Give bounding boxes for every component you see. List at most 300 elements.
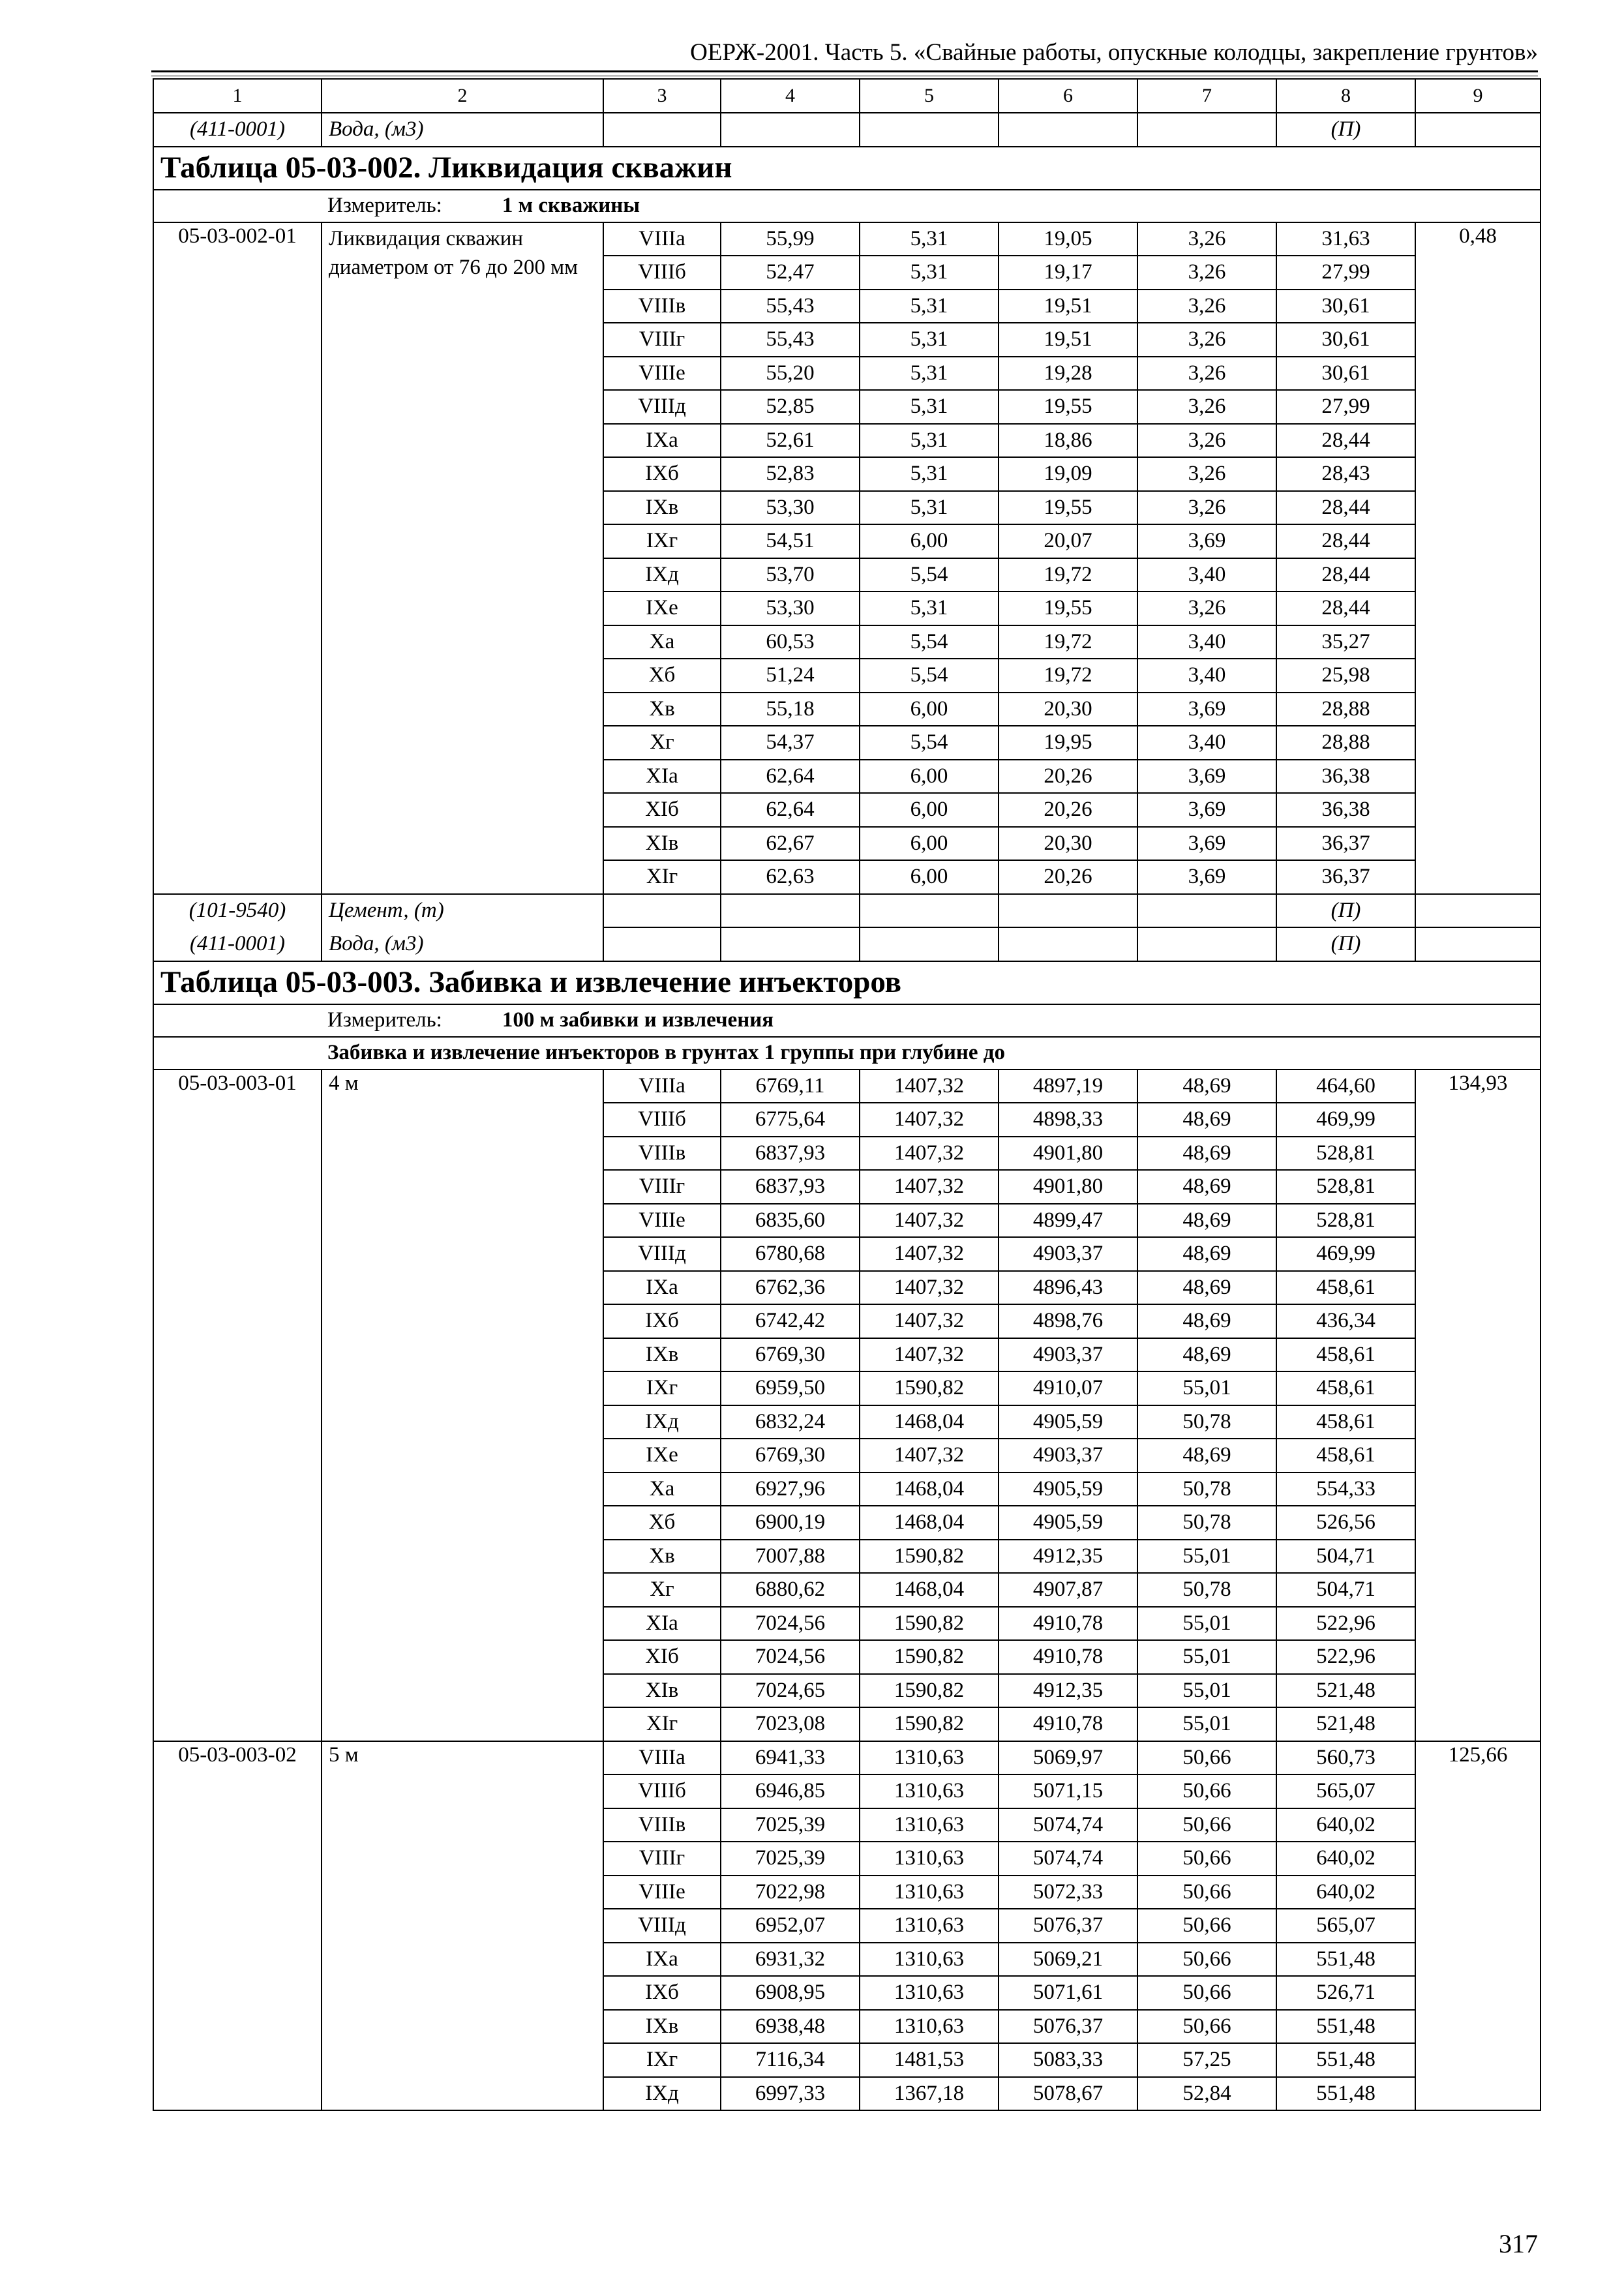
table-title: Таблица 05-03-002. Ликвидация скважин xyxy=(153,147,1541,190)
zone: XIг xyxy=(603,1707,721,1741)
measure-value: 100 м забивки и извлечения xyxy=(502,1008,774,1032)
rate-row xyxy=(153,222,1541,256)
materials: 504,71 xyxy=(1276,1540,1415,1574)
materials: 560,73 xyxy=(1276,1741,1415,1775)
zone: VIIIе xyxy=(603,357,721,391)
machine-costs: 19,55 xyxy=(999,491,1137,525)
materials: 554,33 xyxy=(1276,1473,1415,1506)
materials: 469,99 xyxy=(1276,1237,1415,1271)
direct-costs: 6997,33 xyxy=(721,2077,860,2111)
rates-table xyxy=(153,78,1541,2111)
materials: 469,99 xyxy=(1276,1103,1415,1137)
zone: IXв xyxy=(603,2010,721,2044)
zone: IXа xyxy=(603,1271,721,1305)
machinist-wages: 48,69 xyxy=(1137,1439,1276,1473)
materials: 565,07 xyxy=(1276,1909,1415,1943)
machinist-wages: 50,78 xyxy=(1137,1473,1276,1506)
machine-costs: 20,30 xyxy=(999,693,1137,726)
materials: 640,02 xyxy=(1276,1876,1415,1909)
direct-costs: 6769,11 xyxy=(721,1070,860,1103)
direct-costs: 7024,56 xyxy=(721,1607,860,1641)
zone: IXе xyxy=(603,591,721,625)
materials: 640,02 xyxy=(1276,1808,1415,1842)
column-number-3: 3 xyxy=(603,79,721,113)
materials: 458,61 xyxy=(1276,1271,1415,1305)
rate-row xyxy=(153,1070,1541,1103)
direct-costs: 52,47 xyxy=(721,256,860,290)
measure-value: 1 м скважины xyxy=(502,194,640,217)
materials: 36,37 xyxy=(1276,827,1415,861)
direct-costs: 6880,62 xyxy=(721,1573,860,1607)
machinist-wages: 3,40 xyxy=(1137,625,1276,659)
zone: VIIIе xyxy=(603,1204,721,1238)
machine-costs: 4905,59 xyxy=(999,1506,1137,1540)
empty-cell xyxy=(860,894,999,928)
direct-costs: 53,30 xyxy=(721,491,860,525)
zone: IXд xyxy=(603,2077,721,2111)
machinist-wages: 48,69 xyxy=(1137,1103,1276,1137)
machinist-wages: 3,26 xyxy=(1137,591,1276,625)
zone: VIIIе xyxy=(603,1876,721,1909)
machinist-wages: 55,01 xyxy=(1137,1674,1276,1708)
rate-code: 05-03-002-01 xyxy=(153,222,322,894)
zone: XIб xyxy=(603,1640,721,1674)
materials: 551,48 xyxy=(1276,2077,1415,2111)
wages: 1310,63 xyxy=(860,1842,999,1876)
empty-cell xyxy=(721,927,860,961)
machinist-wages: 50,66 xyxy=(1137,1943,1276,1977)
materials: 27,99 xyxy=(1276,390,1415,424)
measure-cell xyxy=(153,190,1541,222)
machine-costs: 20,26 xyxy=(999,793,1137,827)
wages: 5,31 xyxy=(860,390,999,424)
machine-costs: 4912,35 xyxy=(999,1540,1137,1574)
machine-costs: 4905,59 xyxy=(999,1473,1137,1506)
machine-costs: 19,72 xyxy=(999,625,1137,659)
machine-costs: 5076,37 xyxy=(999,2010,1137,2044)
machinist-wages: 3,40 xyxy=(1137,659,1276,693)
measure-row xyxy=(153,1004,1541,1037)
machine-costs: 4910,07 xyxy=(999,1371,1137,1405)
zone: VIIIв xyxy=(603,1137,721,1171)
wages: 5,31 xyxy=(860,424,999,458)
zone: XIв xyxy=(603,1674,721,1708)
direct-costs: 55,43 xyxy=(721,290,860,323)
zone: Xг xyxy=(603,1573,721,1607)
machine-costs: 4901,80 xyxy=(999,1170,1137,1204)
machinist-wages: 52,84 xyxy=(1137,2077,1276,2111)
machinist-wages: 50,66 xyxy=(1137,1741,1276,1775)
wages: 1590,82 xyxy=(860,1674,999,1708)
direct-costs: 53,30 xyxy=(721,591,860,625)
machinist-wages: 48,69 xyxy=(1137,1070,1276,1103)
wages: 1407,32 xyxy=(860,1271,999,1305)
empty-cell xyxy=(860,927,999,961)
wages: 5,31 xyxy=(860,591,999,625)
resource-col8: (П) xyxy=(1276,927,1415,961)
zone: VIIIб xyxy=(603,256,721,290)
direct-costs: 6769,30 xyxy=(721,1338,860,1372)
column-number-5: 5 xyxy=(860,79,999,113)
wages: 1407,32 xyxy=(860,1439,999,1473)
zone: XIв xyxy=(603,827,721,861)
wages: 1310,63 xyxy=(860,1943,999,1977)
zone: IXб xyxy=(603,1304,721,1338)
zone: VIIIв xyxy=(603,1808,721,1842)
empty-cell xyxy=(1137,113,1276,147)
direct-costs: 6959,50 xyxy=(721,1371,860,1405)
zone: VIIIд xyxy=(603,1909,721,1943)
materials: 28,88 xyxy=(1276,693,1415,726)
materials: 528,81 xyxy=(1276,1137,1415,1171)
materials: 36,38 xyxy=(1276,760,1415,794)
wages: 5,31 xyxy=(860,256,999,290)
column-number-4: 4 xyxy=(721,79,860,113)
zone: VIIIа xyxy=(603,222,721,256)
zone: Xб xyxy=(603,1506,721,1540)
machine-costs: 5069,97 xyxy=(999,1741,1137,1775)
wages: 1367,18 xyxy=(860,2077,999,2111)
machine-costs: 5083,33 xyxy=(999,2043,1137,2077)
machinist-wages: 3,40 xyxy=(1137,726,1276,760)
subtitle-row xyxy=(153,1037,1541,1070)
machinist-wages: 3,26 xyxy=(1137,457,1276,491)
machine-costs: 4905,59 xyxy=(999,1405,1137,1439)
machine-costs: 20,26 xyxy=(999,860,1137,894)
wages: 1310,63 xyxy=(860,1976,999,2010)
machinist-wages: 48,69 xyxy=(1137,1170,1276,1204)
materials: 30,61 xyxy=(1276,357,1415,391)
machinist-wages: 48,69 xyxy=(1137,1338,1276,1372)
machinist-wages: 3,26 xyxy=(1137,390,1276,424)
machine-costs: 4903,37 xyxy=(999,1338,1137,1372)
machinist-wages: 48,69 xyxy=(1137,1137,1276,1171)
wages: 1590,82 xyxy=(860,1540,999,1574)
machinist-wages: 57,25 xyxy=(1137,2043,1276,2077)
wages: 1468,04 xyxy=(860,1573,999,1607)
zone: Xа xyxy=(603,625,721,659)
wages: 1407,32 xyxy=(860,1204,999,1238)
empty-cell xyxy=(1137,894,1276,928)
materials: 30,61 xyxy=(1276,323,1415,357)
machine-costs: 4898,76 xyxy=(999,1304,1137,1338)
materials: 28,44 xyxy=(1276,591,1415,625)
zone: XIг xyxy=(603,860,721,894)
materials: 36,37 xyxy=(1276,860,1415,894)
materials: 458,61 xyxy=(1276,1371,1415,1405)
machine-costs: 19,17 xyxy=(999,256,1137,290)
empty-cell xyxy=(999,894,1137,928)
machinist-wages: 3,69 xyxy=(1137,860,1276,894)
machine-costs: 4910,78 xyxy=(999,1607,1137,1641)
zone: IXв xyxy=(603,1338,721,1372)
empty-cell xyxy=(860,113,999,147)
zone: IXе xyxy=(603,1439,721,1473)
machine-costs: 5071,61 xyxy=(999,1976,1137,2010)
direct-costs: 6837,93 xyxy=(721,1170,860,1204)
direct-costs: 7025,39 xyxy=(721,1842,860,1876)
wages: 1407,32 xyxy=(860,1070,999,1103)
direct-costs: 55,18 xyxy=(721,693,860,726)
zone: VIIIг xyxy=(603,1170,721,1204)
direct-costs: 7025,39 xyxy=(721,1808,860,1842)
wages: 6,00 xyxy=(860,827,999,861)
resource-col8: (П) xyxy=(1276,894,1415,928)
machine-costs: 4910,78 xyxy=(999,1707,1137,1741)
machine-costs: 19,51 xyxy=(999,323,1137,357)
wages: 1407,32 xyxy=(860,1103,999,1137)
zone: VIIIг xyxy=(603,1842,721,1876)
materials: 28,44 xyxy=(1276,558,1415,592)
machine-costs: 5076,37 xyxy=(999,1909,1137,1943)
rate-name: Ликвидация скважин диаметром от 76 до 200 мм xyxy=(322,222,603,894)
resource-row xyxy=(153,894,1541,928)
machine-costs: 5074,74 xyxy=(999,1842,1137,1876)
zone: VIIIг xyxy=(603,323,721,357)
labor-costs: 0,48 xyxy=(1415,222,1541,894)
zone: Xг xyxy=(603,726,721,760)
direct-costs: 55,43 xyxy=(721,323,860,357)
machine-costs: 20,30 xyxy=(999,827,1137,861)
resource-name: Вода, (м3) xyxy=(322,927,603,961)
materials: 458,61 xyxy=(1276,1338,1415,1372)
direct-costs: 55,20 xyxy=(721,357,860,391)
materials: 28,44 xyxy=(1276,491,1415,525)
wages: 1310,63 xyxy=(860,1774,999,1808)
column-number-8: 8 xyxy=(1276,79,1415,113)
empty-cell xyxy=(1415,113,1541,147)
direct-costs: 6769,30 xyxy=(721,1439,860,1473)
wages: 1310,63 xyxy=(860,1741,999,1775)
wages: 1590,82 xyxy=(860,1607,999,1641)
zone: IXб xyxy=(603,1976,721,2010)
wages: 6,00 xyxy=(860,524,999,558)
machine-costs: 19,51 xyxy=(999,290,1137,323)
materials: 464,60 xyxy=(1276,1070,1415,1103)
zone: IXа xyxy=(603,1943,721,1977)
table-subtitle: Забивка и извлечение инъекторов в грунтах 1 группы при глубине до xyxy=(153,1037,1541,1070)
machine-costs: 19,55 xyxy=(999,390,1137,424)
wages: 1590,82 xyxy=(860,1640,999,1674)
rate-code: 05-03-003-02 xyxy=(153,1741,322,2111)
direct-costs: 62,67 xyxy=(721,827,860,861)
machine-costs: 5078,67 xyxy=(999,2077,1137,2111)
materials: 522,96 xyxy=(1276,1640,1415,1674)
direct-costs: 6927,96 xyxy=(721,1473,860,1506)
direct-costs: 6837,93 xyxy=(721,1137,860,1171)
direct-costs: 6832,24 xyxy=(721,1405,860,1439)
materials: 521,48 xyxy=(1276,1707,1415,1741)
wages: 6,00 xyxy=(860,693,999,726)
machinist-wages: 3,26 xyxy=(1137,290,1276,323)
materials: 25,98 xyxy=(1276,659,1415,693)
machinist-wages: 3,40 xyxy=(1137,558,1276,592)
direct-costs: 6780,68 xyxy=(721,1237,860,1271)
rate-name: 5 м xyxy=(322,1741,603,2111)
wages: 6,00 xyxy=(860,860,999,894)
machine-costs: 4910,78 xyxy=(999,1640,1137,1674)
wages: 5,31 xyxy=(860,323,999,357)
wages: 1468,04 xyxy=(860,1506,999,1540)
zone: IXг xyxy=(603,2043,721,2077)
wages: 1407,32 xyxy=(860,1237,999,1271)
machine-costs: 19,72 xyxy=(999,558,1137,592)
materials: 28,44 xyxy=(1276,424,1415,458)
materials: 30,61 xyxy=(1276,290,1415,323)
table-title-row xyxy=(153,961,1541,1004)
zone: IXг xyxy=(603,524,721,558)
materials: 458,61 xyxy=(1276,1405,1415,1439)
zone: IXа xyxy=(603,424,721,458)
wages: 1590,82 xyxy=(860,1371,999,1405)
direct-costs: 52,83 xyxy=(721,457,860,491)
running-header: ОЕРЖ-2001. Часть 5. «Свайные работы, опускные колодцы, закрепление грунтов» xyxy=(690,39,1538,66)
machinist-wages: 3,26 xyxy=(1137,491,1276,525)
machinist-wages: 3,26 xyxy=(1137,256,1276,290)
resource-code: (411-0001) xyxy=(153,927,322,961)
wages: 1590,82 xyxy=(860,1707,999,1741)
empty-cell xyxy=(721,113,860,147)
wages: 5,31 xyxy=(860,357,999,391)
machine-costs: 20,26 xyxy=(999,760,1137,794)
direct-costs: 7022,98 xyxy=(721,1876,860,1909)
empty-cell xyxy=(603,894,721,928)
wages: 6,00 xyxy=(860,793,999,827)
machine-costs: 18,86 xyxy=(999,424,1137,458)
direct-costs: 6931,32 xyxy=(721,1943,860,1977)
machinist-wages: 3,26 xyxy=(1137,424,1276,458)
machine-costs: 20,07 xyxy=(999,524,1137,558)
resource-row xyxy=(153,927,1541,961)
direct-costs: 6952,07 xyxy=(721,1909,860,1943)
resource-name: Цемент, (т) xyxy=(322,894,603,928)
machinist-wages: 48,69 xyxy=(1137,1204,1276,1238)
direct-costs: 7023,08 xyxy=(721,1707,860,1741)
column-number-9: 9 xyxy=(1415,79,1541,113)
materials: 28,44 xyxy=(1276,524,1415,558)
machine-costs: 19,05 xyxy=(999,222,1137,256)
empty-cell xyxy=(721,894,860,928)
wages: 1407,32 xyxy=(860,1170,999,1204)
materials: 35,27 xyxy=(1276,625,1415,659)
materials: 27,99 xyxy=(1276,256,1415,290)
machine-costs: 5069,21 xyxy=(999,1943,1137,1977)
zone: VIIIд xyxy=(603,1237,721,1271)
wages: 1310,63 xyxy=(860,1876,999,1909)
machine-costs: 5071,15 xyxy=(999,1774,1137,1808)
materials: 551,48 xyxy=(1276,2010,1415,2044)
machine-costs: 4907,87 xyxy=(999,1573,1137,1607)
machinist-wages: 55,01 xyxy=(1137,1540,1276,1574)
machinist-wages: 55,01 xyxy=(1137,1607,1276,1641)
zone: Xв xyxy=(603,693,721,726)
materials: 36,38 xyxy=(1276,793,1415,827)
machinist-wages: 48,69 xyxy=(1137,1304,1276,1338)
measure-row xyxy=(153,190,1541,222)
machinist-wages: 3,26 xyxy=(1137,222,1276,256)
zone: XIа xyxy=(603,1607,721,1641)
zone: IXг xyxy=(603,1371,721,1405)
wages: 5,31 xyxy=(860,222,999,256)
machine-costs: 4898,33 xyxy=(999,1103,1137,1137)
machine-costs: 4901,80 xyxy=(999,1137,1137,1171)
machinist-wages: 3,69 xyxy=(1137,524,1276,558)
empty-cell xyxy=(999,113,1137,147)
machinist-wages: 3,69 xyxy=(1137,827,1276,861)
wages: 5,31 xyxy=(860,457,999,491)
rate-row xyxy=(153,1741,1541,1775)
machine-costs: 19,09 xyxy=(999,457,1137,491)
machinist-wages: 3,26 xyxy=(1137,323,1276,357)
direct-costs: 53,70 xyxy=(721,558,860,592)
wages: 5,54 xyxy=(860,726,999,760)
direct-costs: 6908,95 xyxy=(721,1976,860,2010)
zone: VIIIа xyxy=(603,1741,721,1775)
machine-costs: 19,95 xyxy=(999,726,1137,760)
machinist-wages: 55,01 xyxy=(1137,1640,1276,1674)
zone: Xб xyxy=(603,659,721,693)
materials: 521,48 xyxy=(1276,1674,1415,1708)
empty-cell xyxy=(999,927,1137,961)
empty-cell xyxy=(1415,927,1541,961)
zone: Xа xyxy=(603,1473,721,1506)
materials: 28,88 xyxy=(1276,726,1415,760)
resource-code: (101-9540) xyxy=(153,894,322,928)
machine-costs: 5072,33 xyxy=(999,1876,1137,1909)
wages: 1407,32 xyxy=(860,1137,999,1171)
materials: 436,34 xyxy=(1276,1304,1415,1338)
machine-costs: 19,28 xyxy=(999,357,1137,391)
wages: 1310,63 xyxy=(860,2010,999,2044)
direct-costs: 62,64 xyxy=(721,793,860,827)
materials: 526,56 xyxy=(1276,1506,1415,1540)
resource-code: (411-0001) xyxy=(153,113,322,147)
direct-costs: 7024,56 xyxy=(721,1640,860,1674)
zone: Xв xyxy=(603,1540,721,1574)
column-number-row xyxy=(153,79,1541,113)
rate-name: 4 м xyxy=(322,1070,603,1741)
materials: 522,96 xyxy=(1276,1607,1415,1641)
empty-cell xyxy=(1137,927,1276,961)
direct-costs: 54,51 xyxy=(721,524,860,558)
materials: 526,71 xyxy=(1276,1976,1415,2010)
direct-costs: 6742,42 xyxy=(721,1304,860,1338)
wages: 5,31 xyxy=(860,491,999,525)
direct-costs: 62,64 xyxy=(721,760,860,794)
direct-costs: 6762,36 xyxy=(721,1271,860,1305)
materials: 504,71 xyxy=(1276,1573,1415,1607)
zone: VIIIб xyxy=(603,1103,721,1137)
column-number-2: 2 xyxy=(322,79,603,113)
machinist-wages: 3,69 xyxy=(1137,793,1276,827)
machine-costs: 5074,74 xyxy=(999,1808,1137,1842)
empty-cell xyxy=(1415,894,1541,928)
machinist-wages: 50,66 xyxy=(1137,1808,1276,1842)
machinist-wages: 3,69 xyxy=(1137,693,1276,726)
machine-costs: 4903,37 xyxy=(999,1439,1137,1473)
wages: 5,31 xyxy=(860,290,999,323)
machine-costs: 4903,37 xyxy=(999,1237,1137,1271)
wages: 5,54 xyxy=(860,625,999,659)
labor-costs: 125,66 xyxy=(1415,1741,1541,2111)
zone: VIIIв xyxy=(603,290,721,323)
machine-costs: 4896,43 xyxy=(999,1271,1137,1305)
rate-code: 05-03-003-01 xyxy=(153,1070,322,1741)
column-number-6: 6 xyxy=(999,79,1137,113)
wages: 6,00 xyxy=(860,760,999,794)
zone: VIIIб xyxy=(603,1774,721,1808)
direct-costs: 60,53 xyxy=(721,625,860,659)
